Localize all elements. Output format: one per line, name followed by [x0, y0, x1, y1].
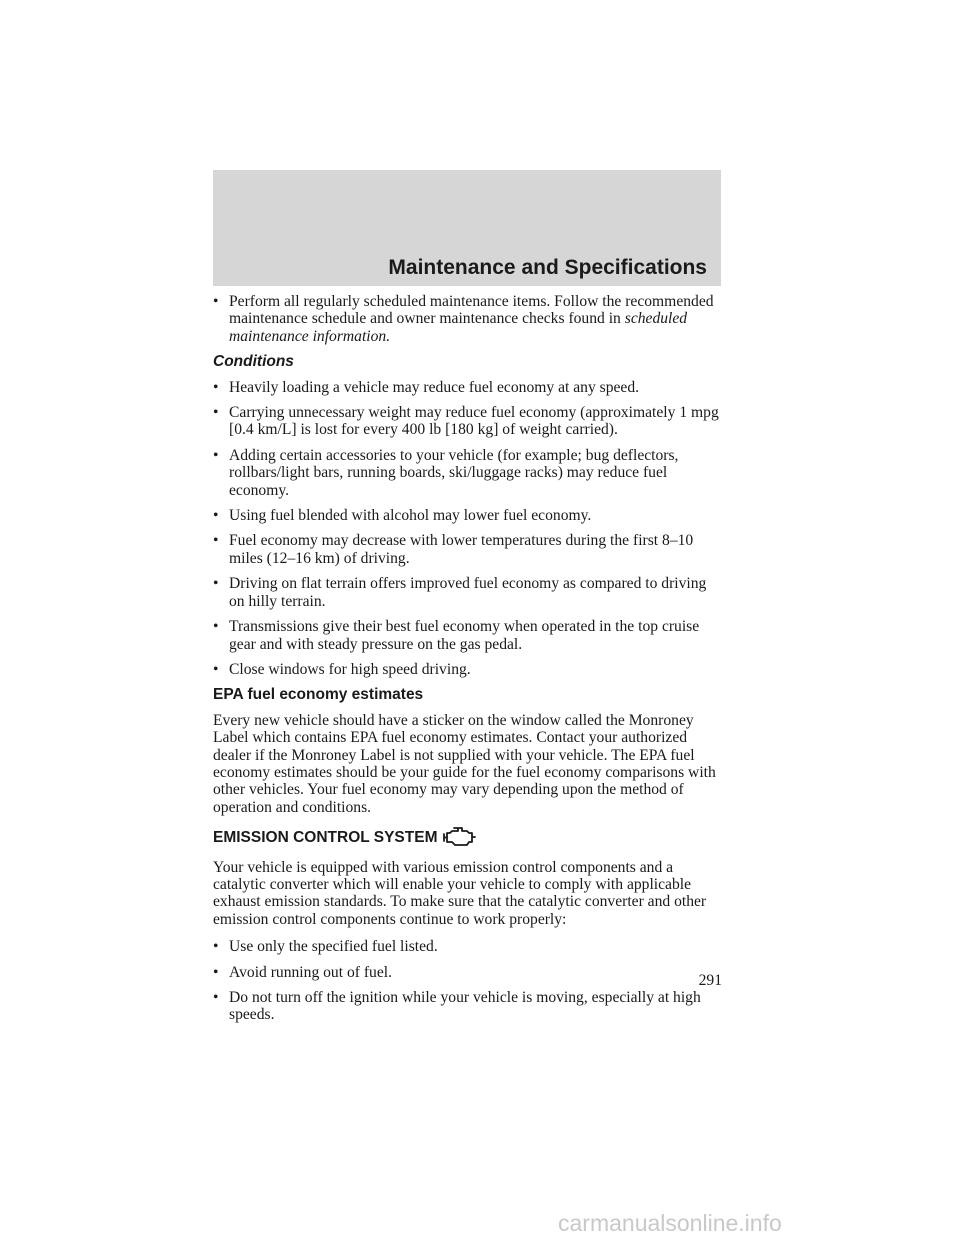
list-item-text: Adding certain accessories to your vehicle (for example; bug deflectors, rollbars/light bars, running boards, ski/luggage racks) may reduce fuel economy.	[229, 446, 679, 499]
watermark: carmanualsonline.info	[558, 1210, 782, 1236]
intro-list	[213, 293, 723, 345]
bullet-icon: •	[213, 938, 219, 956]
list-item	[213, 293, 723, 345]
bullet-icon: •	[213, 507, 219, 525]
bullet-icon: •	[213, 532, 219, 550]
emission-list	[213, 938, 723, 1024]
list-item	[213, 989, 723, 1024]
page-number: 291	[698, 972, 722, 989]
list-item	[213, 379, 723, 396]
bullet-icon: •	[213, 575, 219, 593]
bullet-icon: •	[213, 378, 219, 396]
engine-icon	[442, 826, 476, 850]
list-item	[213, 507, 723, 524]
list-item-text: Heavily loading a vehicle may reduce fuel economy at any speed.	[229, 378, 640, 396]
list-item-text: Do not turn off the ignition while your vehicle is moving, especially at high speeds.	[229, 989, 701, 1024]
list-item-text: Carrying unnecessary weight may reduce fuel economy (approximately 1 mpg [0.4 km/L] is lost for every 400 lb [180 kg] of weight carried).	[229, 404, 719, 439]
list-item	[213, 404, 723, 439]
list-item-text: Using fuel blended with alcohol may lower fuel economy.	[229, 507, 592, 525]
list-item	[213, 964, 723, 981]
list-item-text: Use only the specified fuel listed.	[229, 938, 438, 956]
list-item-text: Close windows for high speed driving.	[229, 660, 471, 678]
emission-paragraph: Your vehicle is equipped with various emission control components and a catalytic converter which will enable your vehicle to comply with applicable exhaust emission standards. To make sure that the catalytic converter and other emission control components continue to work properly:	[213, 858, 707, 928]
list-item	[213, 447, 723, 499]
list-item	[213, 661, 723, 678]
bullet-icon: •	[213, 963, 219, 981]
list-item-text: Transmissions give their best fuel economy when operated in the top cruise gear and with steady pressure on the gas pedal.	[229, 618, 700, 653]
list-item	[213, 575, 723, 610]
emission-heading-text: EMISSION CONTROL SYSTEM	[213, 829, 438, 847]
conditions-heading: Conditions	[213, 353, 294, 371]
epa-heading: EPA fuel economy estimates	[213, 686, 424, 704]
page-content	[213, 293, 723, 1032]
list-item-text: Avoid running out of fuel.	[229, 963, 392, 981]
conditions-list	[213, 379, 723, 679]
bullet-icon: •	[213, 446, 219, 464]
section-title: Maintenance and Specifications	[388, 256, 707, 279]
list-item-text: Perform all regularly scheduled maintenance items. Follow the recommended maintenance schedule and owner maintenance checks found in	[229, 293, 714, 328]
list-item-text: Fuel economy may decrease with lower temperatures during the first 8–10 miles (12–16 km) of driving.	[229, 532, 694, 567]
header-band	[213, 170, 721, 286]
emission-heading	[213, 826, 723, 850]
list-item-italic-text: scheduled maintenance information.	[229, 310, 688, 345]
bullet-icon: •	[213, 618, 219, 636]
bullet-icon: •	[213, 660, 219, 678]
bullet-icon: •	[213, 293, 219, 310]
list-item	[213, 532, 723, 567]
list-item-text: Driving on flat terrain offers improved fuel economy as compared to driving on hilly terrain.	[229, 575, 707, 610]
bullet-icon: •	[213, 989, 219, 1006]
list-item	[213, 618, 723, 653]
bullet-icon: •	[213, 404, 219, 422]
list-item	[213, 938, 723, 955]
epa-paragraph: Every new vehicle should have a sticker on the window called the Monroney Label which contains EPA fuel economy estimates. Contact your authorized dealer if the Monroney Label is not supplied with your vehicle. The EPA fuel economy estimates should be your guide for the fuel economy comparisons with other vehicles. Your fuel economy may vary depending upon the method of operation and conditions.	[213, 711, 716, 816]
